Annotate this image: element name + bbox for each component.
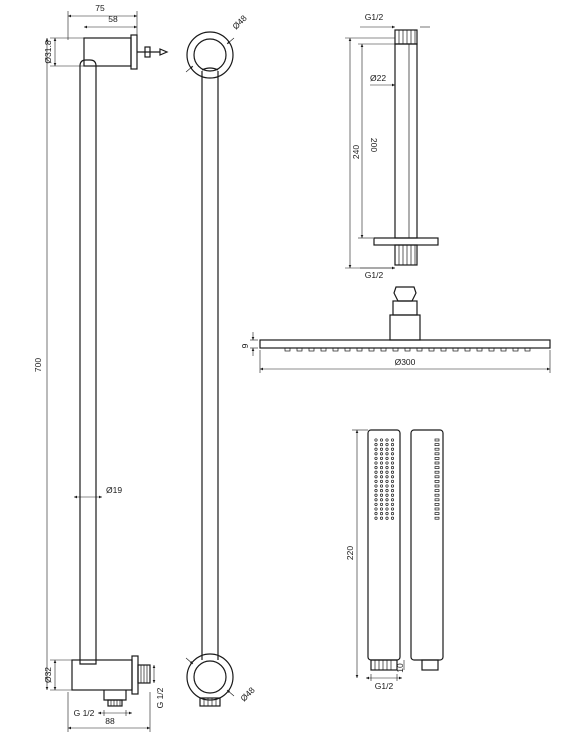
arm-pipe-dia-label: Ø22 — [370, 73, 387, 83]
bar-dia-label: Ø19 — [106, 485, 123, 495]
head-thickness-label: 9 — [240, 343, 250, 349]
spray-dot — [375, 499, 377, 501]
spray-dot — [391, 453, 393, 455]
side-spray-dot — [435, 448, 439, 450]
spray-dot — [375, 494, 377, 496]
spray-dot — [391, 476, 393, 478]
spray-dot — [391, 512, 393, 514]
slide-bar-front-view — [33, 3, 167, 732]
spray-dot — [380, 453, 382, 455]
spray-dot — [380, 480, 382, 482]
spray-dot — [386, 462, 388, 464]
spray-dot — [386, 489, 388, 491]
shower-head — [240, 287, 550, 373]
side-spray-dot — [435, 485, 439, 487]
side-thread-label: G 1/2 — [155, 687, 165, 709]
bar-length-label: 700 — [33, 357, 43, 373]
spray-dot — [391, 494, 393, 496]
spray-dot — [391, 503, 393, 505]
side-spray-dot — [435, 508, 439, 510]
side-bottom-dia-label: Ø48 — [238, 684, 257, 704]
side-spray-dot — [435, 490, 439, 492]
spray-dot — [386, 480, 388, 482]
spray-dot — [375, 517, 377, 519]
spray-dot — [386, 517, 388, 519]
side-spray-dot — [435, 517, 439, 519]
side-spray-dot — [435, 444, 439, 446]
spray-dot — [380, 508, 382, 510]
side-spray-dot — [435, 513, 439, 515]
side-spray-dot — [435, 462, 439, 464]
spray-dot — [386, 476, 388, 478]
side-spray-dot — [435, 480, 439, 482]
spray-dot — [386, 443, 388, 445]
spray-dot — [375, 466, 377, 468]
spray-dot — [380, 503, 382, 505]
spray-dot — [391, 466, 393, 468]
arm-bottom-thread-label: G1/2 — [364, 270, 384, 280]
spray-dot — [380, 448, 382, 450]
spray-dot — [380, 462, 382, 464]
arm-top-thread-label: G1/2 — [364, 12, 384, 22]
spray-dot — [386, 471, 388, 473]
spray-dot — [391, 471, 393, 473]
spray-dot — [380, 457, 382, 459]
side-top-dia-label: Ø48 — [230, 12, 249, 32]
spray-dot — [386, 512, 388, 514]
spray-dot — [391, 489, 393, 491]
base-width-label: 88 — [105, 716, 115, 726]
shower-arm — [345, 12, 438, 280]
arm-inner-length-label: 200 — [369, 137, 379, 153]
spray-dot — [386, 485, 388, 487]
spray-dot — [380, 499, 382, 501]
spray-dot — [380, 512, 382, 514]
handshower-thread-label: G1/2 — [374, 681, 394, 691]
spray-dot — [391, 499, 393, 501]
spray-dot — [380, 439, 382, 441]
spray-dot — [391, 508, 393, 510]
spray-dot — [386, 503, 388, 505]
spray-dot — [375, 443, 377, 445]
spray-dot — [391, 480, 393, 482]
spray-dot — [375, 489, 377, 491]
side-spray-dot — [435, 494, 439, 496]
spray-dot — [386, 494, 388, 496]
side-spray-dot — [435, 467, 439, 469]
side-spray-dot — [435, 457, 439, 459]
spray-dot — [386, 453, 388, 455]
side-spray-dot — [435, 439, 439, 441]
spray-dot — [375, 508, 377, 510]
spray-dot — [375, 448, 377, 450]
slide-bar-side-view — [186, 13, 257, 706]
bracket-width-label: 58 — [108, 14, 118, 24]
spray-dot — [375, 457, 377, 459]
side-spray-dot — [435, 503, 439, 505]
spray-dot — [391, 457, 393, 459]
spray-dot — [375, 471, 377, 473]
spray-dot — [380, 517, 382, 519]
hand-shower — [345, 430, 443, 691]
spray-dot — [391, 443, 393, 445]
spray-dot — [380, 489, 382, 491]
spray-dot — [380, 471, 382, 473]
spray-dot — [386, 508, 388, 510]
side-spray-dots — [435, 439, 439, 519]
spray-dot — [375, 480, 377, 482]
spray-dot — [386, 439, 388, 441]
arm-outer-length-label: 240 — [351, 144, 361, 160]
spray-dot — [375, 462, 377, 464]
spray-dot — [380, 466, 382, 468]
spray-dot — [386, 499, 388, 501]
spray-dot-grid — [375, 439, 394, 520]
spray-dot — [375, 439, 377, 441]
side-spray-dot — [435, 471, 439, 473]
handshower-length-label: 220 — [345, 545, 355, 561]
spray-dot — [386, 457, 388, 459]
lower-thread-label: G 1/2 — [73, 708, 95, 718]
spray-dot — [375, 503, 377, 505]
spray-dot — [391, 462, 393, 464]
spray-dot — [380, 476, 382, 478]
spray-dot — [375, 512, 377, 514]
bracket-dia-label: Ø31.8 — [43, 40, 53, 64]
spray-dot — [375, 476, 377, 478]
spray-dot — [391, 485, 393, 487]
spray-dot — [386, 466, 388, 468]
side-spray-dot — [435, 453, 439, 455]
spray-dot — [391, 517, 393, 519]
head-dia-label: Ø300 — [394, 357, 416, 367]
spray-dot — [380, 485, 382, 487]
side-spray-dot — [435, 499, 439, 501]
lower-bracket-dia-label: Ø32 — [43, 666, 53, 684]
spray-dot — [375, 453, 377, 455]
spray-dot — [391, 448, 393, 450]
spray-dot — [391, 439, 393, 441]
spray-dot — [386, 448, 388, 450]
handshower-depth-label: 10 — [395, 663, 405, 673]
bar-width-label: 75 — [95, 3, 105, 13]
side-spray-dot — [435, 476, 439, 478]
spray-dot — [375, 485, 377, 487]
spray-dot — [380, 443, 382, 445]
spray-dot — [380, 494, 382, 496]
